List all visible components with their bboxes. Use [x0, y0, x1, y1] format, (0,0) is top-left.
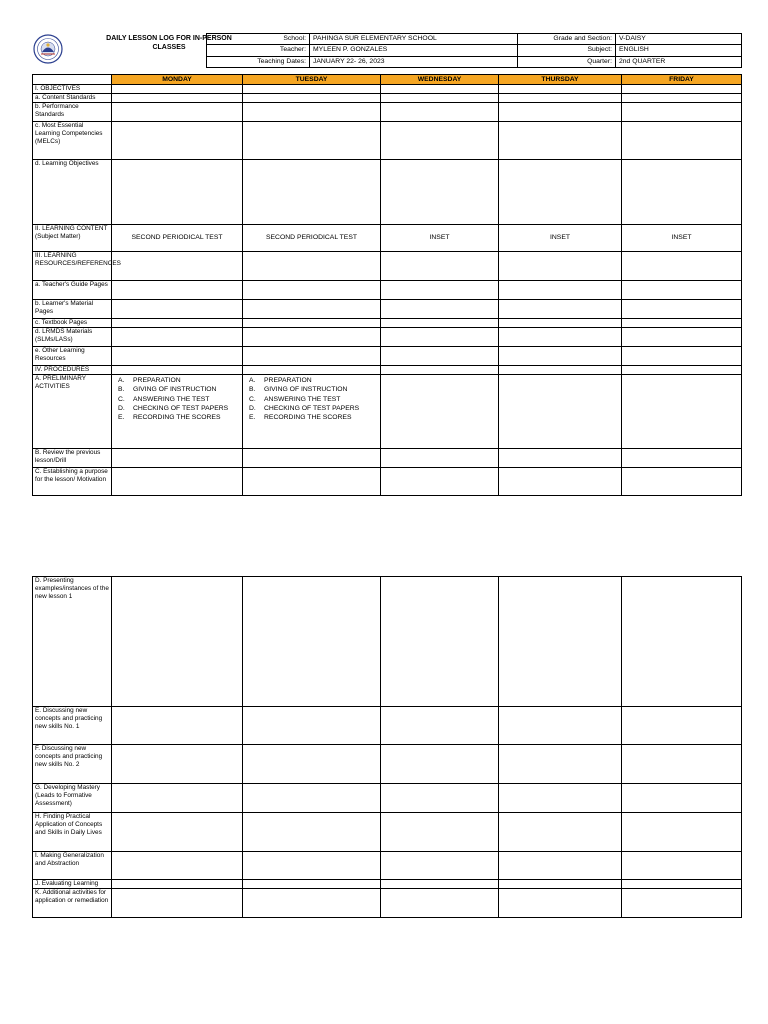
tuesday-cell: [243, 707, 381, 745]
row-label: I. OBJECTIVES: [33, 85, 112, 94]
thursday-cell: [499, 852, 622, 880]
day-header-friday: FRIDAY: [622, 75, 742, 85]
wednesday-cell: [381, 347, 499, 366]
tuesday-cell: [243, 103, 381, 122]
day-header-thursday: THURSDAY: [499, 75, 622, 85]
wednesday-cell: [381, 813, 499, 852]
monday-cell: [112, 328, 243, 347]
wednesday-cell: [381, 375, 499, 449]
list-marker: B.: [249, 386, 256, 394]
monday-cell: [112, 468, 243, 496]
tuesday-cell: [243, 449, 381, 468]
school-value: PAHINGA SUR ELEMENTARY SCHOOL: [310, 34, 518, 45]
friday-cell: [622, 85, 742, 94]
thursday-cell: [499, 85, 622, 94]
thursday-cell: [499, 745, 622, 784]
lesson-log-table: [32, 74, 742, 496]
table-row: [33, 366, 742, 375]
tuesday-cell: SECOND PERIODICAL TEST: [243, 225, 381, 252]
row-label: b. Learner's Material Pages: [33, 300, 112, 319]
monday-cell: [112, 319, 243, 328]
friday-cell: [622, 281, 742, 300]
friday-cell: [622, 449, 742, 468]
tuesday-cell: [243, 366, 381, 375]
wednesday-cell: [381, 468, 499, 496]
wednesday-cell: [381, 889, 499, 918]
friday-cell: [622, 889, 742, 918]
grade-section-label: Grade and Section:: [518, 34, 616, 45]
list-item: [114, 377, 240, 385]
thursday-cell: [499, 468, 622, 496]
tuesday-cell: [243, 577, 381, 707]
grade-section-value: V-DAISY: [616, 34, 742, 45]
table-row: [33, 281, 742, 300]
table-row: [33, 889, 742, 918]
row-label: G. Developing Mastery (Leads to Formative Assessment): [33, 784, 112, 813]
list-text: ANSWERING THE TEST: [133, 395, 210, 403]
tuesday-cell: [243, 94, 381, 103]
row-label: H. Finding Practical Application of Concepts and Skills in Daily Lives: [33, 813, 112, 852]
wednesday-cell: [381, 103, 499, 122]
school-label: School:: [207, 34, 310, 45]
wednesday-cell: [381, 94, 499, 103]
table-row: [33, 745, 742, 784]
friday-cell: [622, 707, 742, 745]
row-label: D. Presenting examples/instances of the new lesson 1: [33, 577, 112, 707]
list-item: [114, 405, 240, 413]
monday-cell: [112, 784, 243, 813]
friday-cell: [622, 784, 742, 813]
thursday-cell: [499, 449, 622, 468]
wednesday-cell: [381, 85, 499, 94]
days-header-row: [33, 75, 742, 85]
friday-cell: [622, 813, 742, 852]
row-label: J. Evaluating Learning: [33, 880, 112, 889]
list-marker: A.: [118, 377, 125, 384]
tuesday-cell: [243, 122, 381, 160]
list-text: RECORDING THE SCORES: [264, 414, 352, 422]
list-marker: E.: [249, 414, 256, 422]
table-row: [33, 577, 742, 707]
header-row: [207, 34, 742, 45]
tuesday-cell: [243, 160, 381, 225]
thursday-cell: [499, 889, 622, 918]
corner-cell: [33, 75, 112, 85]
wednesday-cell: [381, 160, 499, 225]
friday-cell: [622, 160, 742, 225]
table-row: [33, 880, 742, 889]
monday-cell: [112, 852, 243, 880]
table-row: [33, 300, 742, 319]
thursday-cell: [499, 281, 622, 300]
lesson-log-table-continued: [32, 576, 742, 918]
table-row: [33, 347, 742, 366]
wednesday-cell: [381, 252, 499, 281]
friday-cell: [622, 577, 742, 707]
monday-cell: [112, 94, 243, 103]
table-row: [33, 103, 742, 122]
monday-cell: [112, 707, 243, 745]
table-row: [33, 85, 742, 94]
deped-seal-icon: [33, 34, 63, 64]
table-row: [33, 852, 742, 880]
row-label: a. Teacher's Guide Pages: [33, 281, 112, 300]
table-row: [33, 449, 742, 468]
table-row: [33, 252, 742, 281]
procedure-list: [245, 377, 378, 422]
subject-value: ENGLISH: [616, 45, 742, 56]
thursday-cell: [499, 300, 622, 319]
list-text: GIVING OF INSTRUCTION: [133, 386, 217, 394]
friday-cell: [622, 347, 742, 366]
friday-cell: [622, 300, 742, 319]
row-label: a. Content Standards: [33, 94, 112, 103]
table-row: [33, 813, 742, 852]
tuesday-cell: [243, 328, 381, 347]
monday-cell: [112, 375, 243, 449]
row-label: F. Discussing new concepts and practicing new skills No. 2: [33, 745, 112, 784]
teacher-value: MYLEEN P. GONZALES: [310, 45, 518, 56]
table-row: [33, 707, 742, 745]
list-item: [114, 396, 240, 404]
day-header-monday: MONDAY: [112, 75, 243, 85]
thursday-cell: [499, 366, 622, 375]
thursday-cell: [499, 577, 622, 707]
wednesday-cell: [381, 880, 499, 889]
monday-cell: SECOND PERIODICAL TEST: [112, 225, 243, 252]
row-label: b. Performance Standards: [33, 103, 112, 122]
row-label: e. Other Learning Resources: [33, 347, 112, 366]
table-row: [33, 122, 742, 160]
list-marker: A.: [249, 377, 256, 384]
list-text: PREPARATION: [264, 377, 312, 384]
friday-cell: [622, 745, 742, 784]
list-item: [114, 414, 240, 422]
list-text: GIVING OF INSTRUCTION: [264, 386, 348, 394]
friday-cell: [622, 103, 742, 122]
monday-cell: [112, 880, 243, 889]
tuesday-cell: [243, 375, 381, 449]
list-marker: D.: [249, 404, 256, 412]
monday-cell: [112, 366, 243, 375]
monday-cell: [112, 160, 243, 225]
teaching-dates-label: Teaching Dates:: [207, 56, 310, 67]
friday-cell: [622, 94, 742, 103]
list-marker: E.: [118, 414, 125, 422]
tuesday-cell: [243, 347, 381, 366]
tuesday-cell: [243, 85, 381, 94]
tuesday-cell: [243, 889, 381, 918]
tuesday-cell: [243, 745, 381, 784]
wednesday-cell: [381, 281, 499, 300]
teaching-dates-value: JANUARY 22- 26, 2023: [310, 56, 518, 67]
friday-cell: [622, 880, 742, 889]
procedure-list: [114, 377, 240, 422]
tuesday-cell: [243, 852, 381, 880]
list-text: PREPARATION: [133, 377, 181, 384]
wednesday-cell: [381, 707, 499, 745]
tuesday-cell: [243, 468, 381, 496]
tuesday-cell: [243, 813, 381, 852]
friday-cell: [622, 328, 742, 347]
monday-cell: [112, 813, 243, 852]
tuesday-cell: [243, 880, 381, 889]
quarter-label: Quarter:: [518, 56, 616, 67]
friday-cell: [622, 366, 742, 375]
list-item: [245, 405, 378, 413]
row-label: C. Establishing a purpose for the lesson/ Motivation: [33, 468, 112, 496]
wednesday-cell: [381, 784, 499, 813]
wednesday-cell: [381, 449, 499, 468]
thursday-cell: [499, 160, 622, 225]
wednesday-cell: [381, 852, 499, 880]
friday-cell: [622, 122, 742, 160]
list-text: CHECKING OF TEST PAPERS: [264, 404, 360, 412]
row-label: c. Textbook Pages: [33, 319, 112, 328]
monday-cell: [112, 300, 243, 319]
wednesday-cell: [381, 366, 499, 375]
table-row: [33, 319, 742, 328]
tuesday-cell: [243, 252, 381, 281]
wednesday-cell: [381, 319, 499, 328]
wednesday-cell: [381, 577, 499, 707]
thursday-cell: [499, 122, 622, 160]
thursday-cell: [499, 880, 622, 889]
thursday-cell: [499, 252, 622, 281]
list-item: [114, 386, 240, 394]
wednesday-cell: [381, 122, 499, 160]
row-label: d. Learning Objectives: [33, 160, 112, 225]
row-label: III. LEARNING RESOURCES/REFERENCES: [33, 252, 112, 281]
list-marker: B.: [118, 386, 125, 394]
monday-cell: [112, 347, 243, 366]
monday-cell: [112, 85, 243, 94]
table-row: [33, 468, 742, 496]
friday-cell: [622, 468, 742, 496]
thursday-cell: INSET: [499, 225, 622, 252]
list-marker: D.: [118, 404, 125, 412]
monday-cell: [112, 281, 243, 300]
tuesday-cell: [243, 319, 381, 328]
table-row: [33, 160, 742, 225]
document-title: DAILY LESSON LOG FOR IN-PERSON CLASSES: [106, 35, 232, 51]
quarter-value: 2nd QUARTER: [616, 56, 742, 67]
day-header-tuesday: TUESDAY: [243, 75, 381, 85]
thursday-cell: [499, 347, 622, 366]
list-marker: C.: [249, 395, 256, 403]
list-text: CHECKING OF TEST PAPERS: [133, 404, 229, 412]
wednesday-cell: [381, 300, 499, 319]
table-row: [33, 225, 742, 252]
monday-cell: [112, 122, 243, 160]
tuesday-cell: [243, 281, 381, 300]
friday-cell: INSET: [622, 225, 742, 252]
list-marker: C.: [118, 395, 125, 403]
monday-cell: [112, 449, 243, 468]
monday-cell: [112, 252, 243, 281]
row-label: A. PRELIMINARY ACTIVITIES: [33, 375, 112, 449]
list-text: ANSWERING THE TEST: [264, 395, 341, 403]
tuesday-cell: [243, 784, 381, 813]
table-row: [33, 784, 742, 813]
row-label: IV. PROCEDURES: [33, 366, 112, 375]
thursday-cell: [499, 319, 622, 328]
table-row: [33, 328, 742, 347]
friday-cell: [622, 252, 742, 281]
document-header: [32, 33, 741, 65]
day-header-wednesday: WEDNESDAY: [381, 75, 499, 85]
thursday-cell: [499, 328, 622, 347]
thursday-cell: [499, 813, 622, 852]
thursday-cell: [499, 784, 622, 813]
friday-cell: [622, 852, 742, 880]
monday-cell: [112, 577, 243, 707]
row-label: c. Most Essential Learning Competencies (MELCs): [33, 122, 112, 160]
monday-cell: [112, 745, 243, 784]
subject-label: Subject:: [518, 45, 616, 56]
list-text: RECORDING THE SCORES: [133, 414, 221, 422]
monday-cell: [112, 889, 243, 918]
list-item: [245, 396, 378, 404]
wednesday-cell: [381, 328, 499, 347]
thursday-cell: [499, 94, 622, 103]
list-item: [245, 414, 378, 422]
header-row: [207, 45, 742, 56]
row-label: I. Making Generalization and Abstraction: [33, 852, 112, 880]
table-row: [33, 375, 742, 449]
thursday-cell: [499, 707, 622, 745]
list-item: [245, 386, 378, 394]
tuesday-cell: [243, 300, 381, 319]
header-info-table: [206, 33, 742, 68]
row-label: E. Discussing new concepts and practicing new skills No. 1: [33, 707, 112, 745]
friday-cell: [622, 375, 742, 449]
friday-cell: [622, 319, 742, 328]
row-label: d. LRMDS Materials (SLMs/LASs): [33, 328, 112, 347]
thursday-cell: [499, 103, 622, 122]
table-row: [33, 94, 742, 103]
monday-cell: [112, 103, 243, 122]
list-item: [245, 377, 378, 385]
row-label: B. Review the previous lesson/Drill: [33, 449, 112, 468]
header-row: [207, 56, 742, 67]
row-label: K. Additional activities for application or remediation: [33, 889, 112, 918]
teacher-label: Teacher:: [207, 45, 310, 56]
row-label: II. LEARNING CONTENT (Subject Matter): [33, 225, 112, 252]
wednesday-cell: INSET: [381, 225, 499, 252]
thursday-cell: [499, 375, 622, 449]
wednesday-cell: [381, 745, 499, 784]
